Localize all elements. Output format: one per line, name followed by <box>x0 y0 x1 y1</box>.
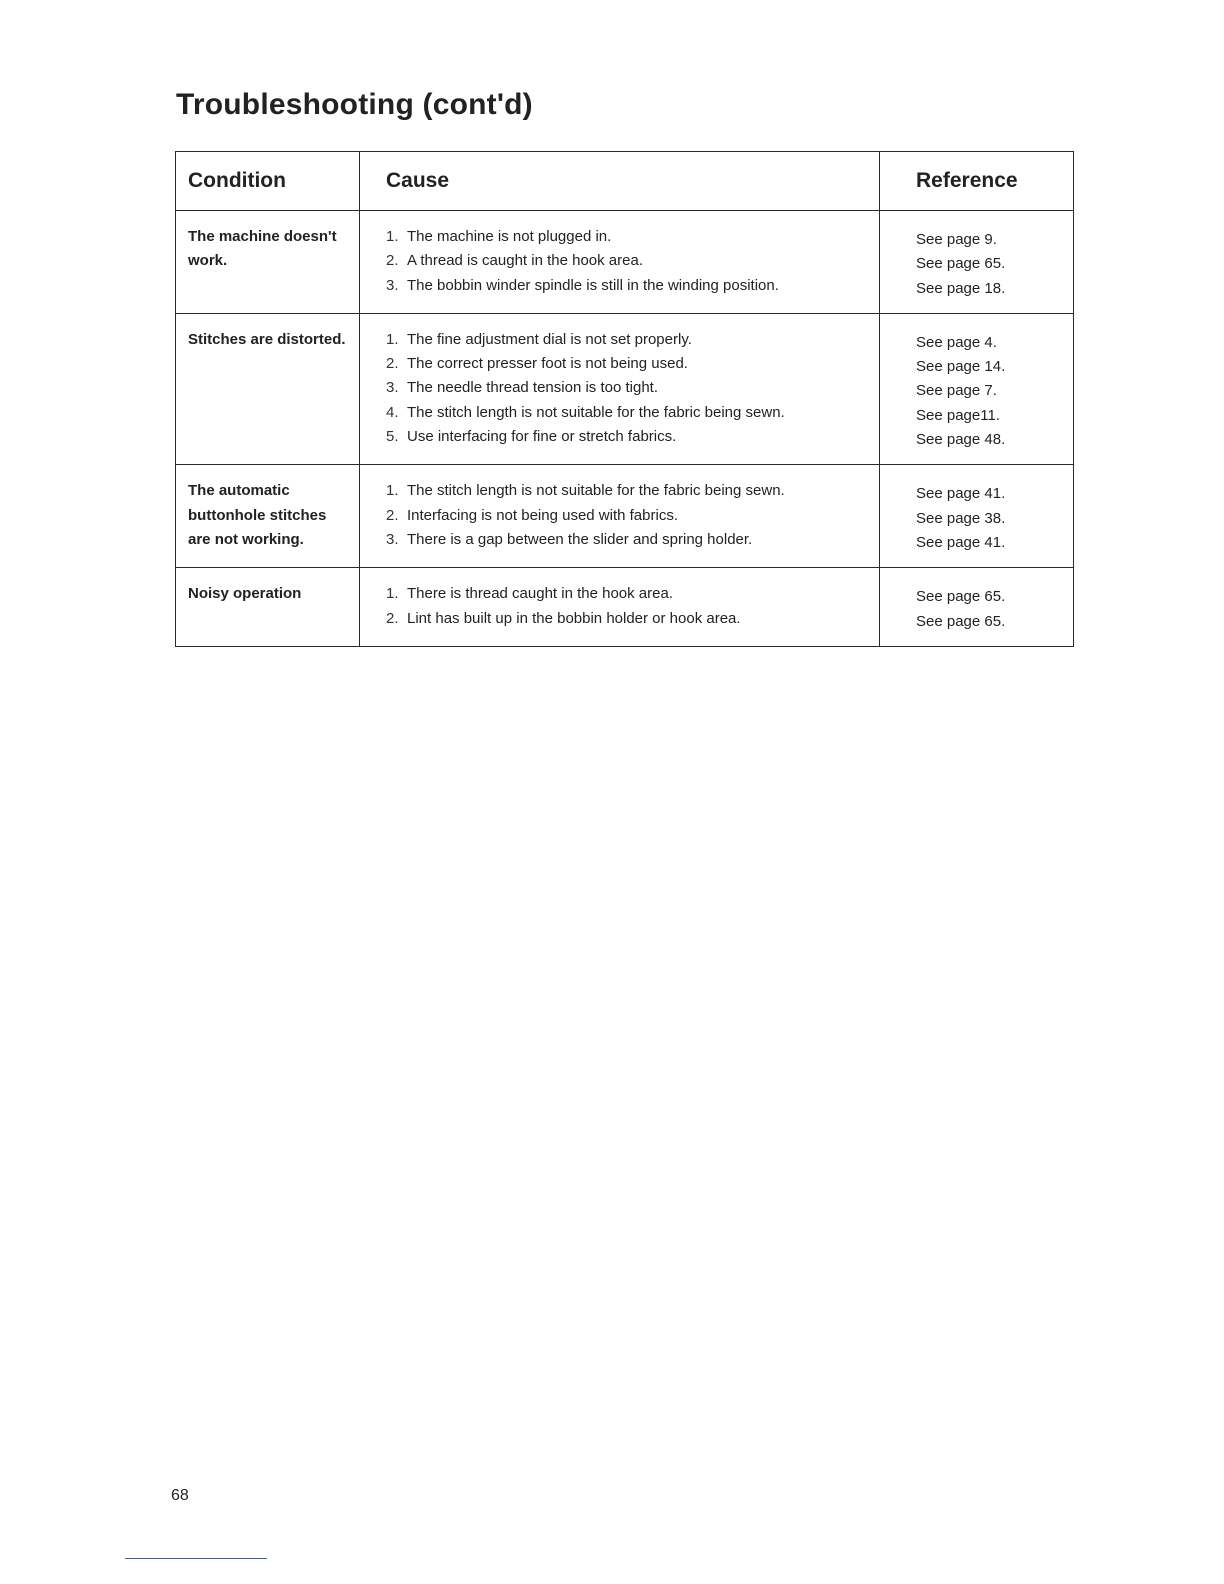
reference-list <box>916 482 1061 555</box>
reference-item: See page 41. <box>916 485 1006 503</box>
cause-number: 3. <box>386 530 399 548</box>
cause-text: Lint has built up in the bobbin holder or hook area. <box>407 609 741 627</box>
condition-text: The automatic buttonhole stitches are not working. <box>188 482 327 548</box>
header-cause: Cause <box>360 152 880 211</box>
cause-item <box>386 225 867 249</box>
reference-item: See page 41. <box>916 533 1006 551</box>
reference-cell <box>880 568 1074 647</box>
cause-item <box>386 376 867 400</box>
cause-item <box>386 425 867 449</box>
reference-item: See page11. <box>916 406 1000 424</box>
reference-item: See page 4. <box>916 333 997 351</box>
cause-text: The stitch length is not suitable for the fabric being sewn. <box>407 403 785 421</box>
cause-cell <box>360 211 880 314</box>
cause-list <box>386 328 867 449</box>
page-title: Troubleshooting (cont'd) <box>176 88 533 121</box>
condition-cell <box>176 313 360 464</box>
cause-number: 2. <box>386 609 399 627</box>
footer-rule <box>125 1558 267 1559</box>
cause-cell <box>360 313 880 464</box>
cause-number: 1. <box>386 482 399 500</box>
cause-list <box>386 225 867 298</box>
reference-item: See page 65. <box>916 612 1006 630</box>
reference-item: See page 65. <box>916 255 1006 273</box>
cause-cell <box>360 568 880 647</box>
cause-text: There is thread caught in the hook area. <box>407 585 674 603</box>
condition-text: Stitches are distorted. <box>188 330 346 348</box>
cause-text: A thread is caught in the hook area. <box>407 252 643 270</box>
cause-item <box>386 352 867 376</box>
cause-number: 3. <box>386 276 399 294</box>
cause-number: 3. <box>386 379 399 397</box>
table-row <box>176 465 1074 568</box>
condition-cell <box>176 211 360 314</box>
cause-text: The stitch length is not suitable for the fabric being sewn. <box>407 482 785 500</box>
cause-number: 1. <box>386 585 399 603</box>
reference-item: See page 38. <box>916 509 1006 527</box>
reference-item: See page 7. <box>916 382 997 400</box>
cause-cell <box>360 465 880 568</box>
condition-text: The machine doesn't work. <box>188 228 337 270</box>
reference-item: See page 14. <box>916 358 1006 376</box>
table-row <box>176 313 1074 464</box>
reference-list <box>916 228 1061 301</box>
reference-cell <box>880 211 1074 314</box>
reference-item: See page 18. <box>916 279 1006 297</box>
cause-item <box>386 607 867 631</box>
cause-text: The needle thread tension is too tight. <box>407 379 659 397</box>
cause-number: 5. <box>386 428 399 446</box>
reference-item: See page 48. <box>916 431 1006 449</box>
reference-cell <box>880 465 1074 568</box>
table-body <box>176 211 1074 647</box>
table-header-row <box>176 152 1074 211</box>
cause-text: The machine is not plugged in. <box>407 228 612 245</box>
reference-item: See page 65. <box>916 588 1006 606</box>
cause-text: The fine adjustment dial is not set properly. <box>407 330 692 348</box>
condition-text: Noisy operation <box>188 585 302 603</box>
cause-list <box>386 479 867 552</box>
cause-item <box>386 249 867 273</box>
table-row <box>176 211 1074 314</box>
cause-item <box>386 401 867 425</box>
cause-item <box>386 504 867 528</box>
cause-item <box>386 328 867 352</box>
reference-list <box>916 585 1061 634</box>
cause-text: The bobbin winder spindle is still in the winding position. <box>407 276 779 294</box>
cause-number: 2. <box>386 252 399 270</box>
header-condition: Condition <box>176 152 360 211</box>
cause-number: 1. <box>386 228 399 245</box>
cause-number: 4. <box>386 403 399 421</box>
cause-text: The correct presser foot is not being used. <box>407 355 688 373</box>
reference-cell <box>880 313 1074 464</box>
condition-cell <box>176 568 360 647</box>
page-number: 68 <box>171 1487 189 1504</box>
cause-item <box>386 274 867 298</box>
cause-text: Interfacing is not being used with fabrics. <box>407 506 678 524</box>
cause-item <box>386 528 867 552</box>
cause-item <box>386 582 867 606</box>
cause-number: 1. <box>386 330 399 348</box>
header-reference: Reference <box>880 152 1074 211</box>
troubleshooting-table <box>175 151 1074 647</box>
table-header <box>176 152 1074 211</box>
cause-item <box>386 479 867 503</box>
cause-number: 2. <box>386 355 399 373</box>
cause-text: There is a gap between the slider and spring holder. <box>407 530 753 548</box>
reference-item: See page 9. <box>916 231 997 248</box>
cause-number: 2. <box>386 506 399 524</box>
table-row <box>176 568 1074 647</box>
reference-list <box>916 331 1061 452</box>
cause-text: Use interfacing for fine or stretch fabrics. <box>407 428 677 446</box>
cause-list <box>386 582 867 631</box>
condition-cell <box>176 465 360 568</box>
